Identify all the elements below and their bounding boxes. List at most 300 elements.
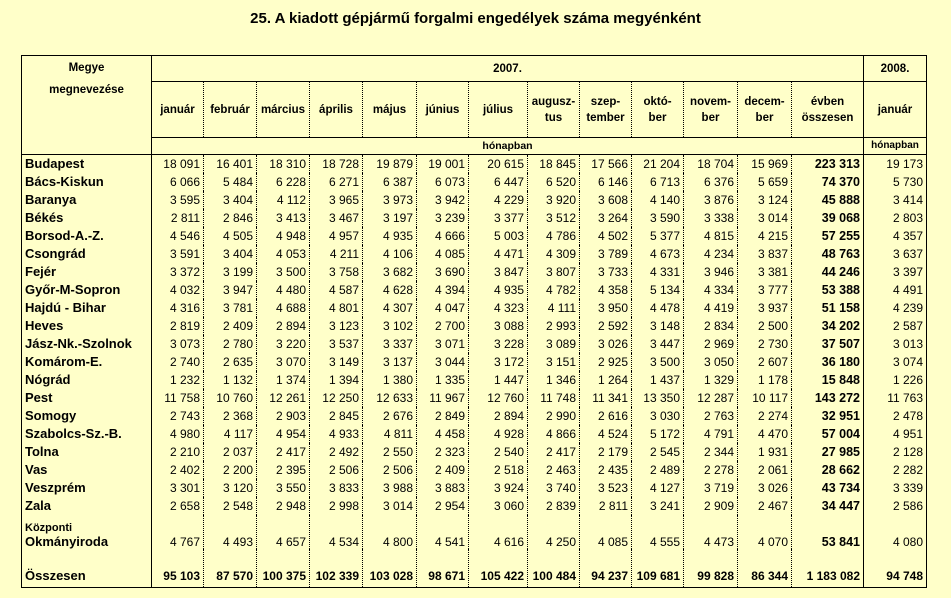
value-cell: 3 197	[363, 209, 417, 227]
value-cell: 4 471	[469, 245, 528, 263]
value-cell: 1 437	[632, 371, 684, 389]
value-cell: 4 935	[469, 281, 528, 299]
value-cell: 6 228	[257, 173, 310, 191]
county-name-line: Központi	[25, 521, 73, 534]
value-cell: 2 435	[580, 461, 632, 479]
value-cell: 2 500	[738, 317, 792, 335]
value-cell: 4 616	[469, 515, 528, 549]
value-cell: 100 375	[257, 549, 310, 588]
county-name: Csongrád	[22, 245, 152, 263]
value-cell: 3 338	[684, 209, 738, 227]
value-cell: 3 239	[417, 209, 469, 227]
value-cell: 3 337	[363, 335, 417, 353]
month-header-line: március	[260, 103, 306, 116]
value-cell: 2 409	[417, 461, 469, 479]
value-cell: 2 990	[528, 407, 580, 425]
value-cell: 3 381	[738, 263, 792, 281]
month-header-line: június	[425, 103, 460, 116]
value-cell: 4 358	[580, 281, 632, 299]
value-cell: 3 523	[580, 479, 632, 497]
month-header	[310, 82, 363, 138]
value-cell: 3 690	[417, 263, 469, 281]
value-cell: 3 050	[684, 353, 738, 371]
value-cell: 4 053	[257, 245, 310, 263]
value-cell: 5 484	[204, 173, 257, 191]
value-cell: 12 633	[363, 389, 417, 407]
value-cell: 100 484	[528, 549, 580, 588]
month-header	[417, 82, 469, 138]
value-cell: 3 789	[580, 245, 632, 263]
value-cell: 2 894	[257, 317, 310, 335]
year-total-cell: 27 985	[792, 443, 864, 461]
value-cell: 3 920	[528, 191, 580, 209]
value-cell: 4 782	[528, 281, 580, 299]
month-header-line: évben	[810, 95, 845, 108]
month-header-line: április	[319, 103, 353, 116]
value-cell: 18 310	[257, 155, 310, 173]
month-header	[469, 82, 528, 138]
year-2008-header: 2008.	[864, 56, 927, 82]
month-header-line: május	[372, 103, 407, 116]
value-cell: 4 555	[632, 515, 684, 549]
value-cell: 2 998	[310, 497, 363, 515]
value-cell: 2 540	[469, 443, 528, 461]
value-cell: 6 520	[528, 173, 580, 191]
year-total-cell: 223 313	[792, 155, 864, 173]
county-header-line1: Megye	[68, 62, 105, 74]
value-cell: 3 512	[528, 209, 580, 227]
value-cell: 4 933	[310, 425, 363, 443]
value-cell: 2 834	[684, 317, 738, 335]
jan-2008-cell: 2 282	[864, 461, 927, 479]
year-total-cell: 53 388	[792, 281, 864, 299]
value-cell: 4 957	[310, 227, 363, 245]
value-cell: 3 228	[469, 335, 528, 353]
county-name: Jász-Nk.-Szolnok	[22, 335, 152, 353]
year-total-cell: 28 662	[792, 461, 864, 479]
jan-2008-cell: 4 951	[864, 425, 927, 443]
value-cell: 3 500	[632, 353, 684, 371]
value-cell: 3 837	[738, 245, 792, 263]
value-cell: 4 419	[684, 299, 738, 317]
value-cell: 6 447	[469, 173, 528, 191]
county-name: Baranya	[22, 191, 152, 209]
jan-2008-cell: 2 478	[864, 407, 927, 425]
month-header	[528, 82, 580, 138]
value-cell: 3 500	[257, 263, 310, 281]
value-cell: 5 377	[632, 227, 684, 245]
value-cell: 2 635	[204, 353, 257, 371]
value-cell: 3 137	[363, 353, 417, 371]
value-cell: 3 071	[417, 335, 469, 353]
value-cell: 4 140	[632, 191, 684, 209]
value-cell: 4 215	[738, 227, 792, 245]
value-cell: 2 417	[528, 443, 580, 461]
jan-2008-cell: 2 586	[864, 497, 927, 515]
value-cell: 2 909	[684, 497, 738, 515]
table-row	[22, 335, 927, 353]
county-name	[22, 515, 152, 549]
table-row	[22, 425, 927, 443]
year-total-cell: 74 370	[792, 173, 864, 191]
value-cell: 3 942	[417, 191, 469, 209]
year-total-cell: 34 447	[792, 497, 864, 515]
value-cell: 4 334	[684, 281, 738, 299]
value-cell: 18 704	[684, 155, 738, 173]
value-cell: 2 811	[170, 210, 200, 225]
table-row	[22, 299, 927, 317]
value-cell: 2 846	[204, 209, 257, 227]
table-row	[22, 155, 927, 173]
county-header-line2: megnevezése	[49, 84, 124, 96]
table-title: 25. A kiadott gépjármű forgalmi engedélyek száma megyénként	[250, 10, 701, 27]
value-cell: 3 608	[580, 191, 632, 209]
table-row	[22, 371, 927, 389]
value-cell: 4 211	[310, 245, 363, 263]
value-cell: 18 845	[528, 155, 580, 173]
value-cell: 3 044	[417, 353, 469, 371]
month-2008-header: január	[864, 82, 927, 138]
value-cell: 18 728	[310, 155, 363, 173]
jan-2008-cell: 3 397	[864, 263, 927, 281]
value-cell: 2 274	[738, 407, 792, 425]
value-cell: 6 387	[363, 173, 417, 191]
value-cell: 1 447	[469, 371, 528, 389]
county-name: Borsod-A.-Z.	[22, 227, 152, 245]
county-name: Bács-Kiskun	[22, 173, 152, 191]
value-cell: 1 931	[738, 443, 792, 461]
value-cell: 3 965	[310, 191, 363, 209]
value-cell: 3 026	[580, 335, 632, 353]
value-cell: 3 151	[528, 353, 580, 371]
value-cell: 2 492	[310, 443, 363, 461]
value-cell: 20 615	[469, 155, 528, 173]
value-cell: 2 845	[310, 407, 363, 425]
year-total-cell: 44 246	[792, 263, 864, 281]
value-cell: 3 847	[469, 263, 528, 281]
value-cell: 4 800	[363, 515, 417, 549]
value-cell: 3 590	[632, 209, 684, 227]
value-cell: 4 587	[310, 281, 363, 299]
table-row	[22, 407, 927, 425]
value-cell: 3 148	[632, 317, 684, 335]
value-cell: 1 178	[738, 371, 792, 389]
value-cell: 4 307	[363, 299, 417, 317]
value-cell: 4 954	[257, 425, 310, 443]
county-name: Hajdú - Bihar	[22, 299, 152, 317]
value-cell: 12 261	[257, 389, 310, 407]
value-cell: 2 700	[417, 317, 469, 335]
county-name: Győr-M-Sopron	[22, 281, 152, 299]
year-total-cell: 45 888	[792, 191, 864, 209]
month-header	[204, 82, 257, 138]
value-cell: 4 666	[417, 227, 469, 245]
year-total-cell: 51 158	[792, 299, 864, 317]
value-cell: 2 467	[738, 497, 792, 515]
table-row	[22, 353, 927, 371]
value-cell: 4 866	[528, 425, 580, 443]
value-cell: 3 733	[580, 263, 632, 281]
county-name: Nógrád	[22, 371, 152, 389]
value-cell: 103 028	[363, 549, 417, 588]
county-name: Pest	[22, 389, 152, 407]
year-total-cell: 53 841	[792, 515, 864, 549]
value-cell: 2 607	[738, 353, 792, 371]
year-total-cell: 1 183 082	[792, 549, 864, 588]
value-cell: 3 937	[738, 299, 792, 317]
value-cell: 4 229	[469, 191, 528, 209]
value-cell: 3 550	[257, 479, 310, 497]
value-cell: 2 925	[580, 353, 632, 371]
value-cell: 3 591	[169, 246, 200, 261]
value-cell: 3 377	[469, 209, 528, 227]
value-cell: 3 172	[469, 353, 528, 371]
year-total-cell: 39 068	[792, 209, 864, 227]
value-cell: 3 123	[310, 317, 363, 335]
value-cell: 2 811	[580, 497, 632, 515]
value-cell: 105 422	[469, 549, 528, 588]
value-cell: 3 740	[528, 479, 580, 497]
value-cell: 11 967	[417, 389, 469, 407]
month-header	[257, 82, 310, 138]
table-row	[22, 227, 927, 245]
value-cell: 86 344	[738, 549, 792, 588]
value-cell: 3 060	[469, 497, 528, 515]
value-cell: 4 811	[363, 425, 417, 443]
value-cell: 2 616	[580, 407, 632, 425]
jan-2008-cell: 3 013	[864, 335, 927, 353]
jan-2008-cell: 3 339	[864, 479, 927, 497]
county-name: Komárom-E.	[22, 353, 152, 371]
value-cell: 6 146	[580, 173, 632, 191]
jan-2008-cell: 3 414	[864, 191, 927, 209]
value-cell: 2 061	[738, 461, 792, 479]
value-cell: 3 807	[528, 263, 580, 281]
value-cell: 6 713	[632, 173, 684, 191]
county-column-header	[22, 56, 152, 155]
value-cell: 4 791	[684, 425, 738, 443]
value-cell: 4 786	[528, 227, 580, 245]
month-header-line: január	[160, 103, 195, 116]
table-row	[22, 443, 927, 461]
value-cell: 1 335	[417, 371, 469, 389]
month-header-line: tember	[586, 111, 625, 124]
value-cell: 4 323	[469, 299, 528, 317]
value-cell: 21 204	[632, 155, 684, 173]
value-cell: 3 719	[684, 479, 738, 497]
value-cell: 2 506	[363, 461, 417, 479]
jan-2008-cell: 2 803	[864, 209, 927, 227]
table-row	[22, 497, 927, 515]
month-header-line: tus	[544, 111, 563, 124]
jan-2008-cell: 4 491	[864, 281, 927, 299]
table-row	[22, 281, 927, 299]
value-cell: 4 480	[257, 281, 310, 299]
value-cell: 5 659	[738, 173, 792, 191]
value-cell: 3 301	[169, 480, 200, 495]
county-name: Budapest	[22, 155, 152, 173]
year-total-cell: 143 272	[792, 389, 864, 407]
year-total-cell: 15 848	[792, 371, 864, 389]
value-cell: 102 339	[310, 549, 363, 588]
value-cell: 4 070	[738, 515, 792, 549]
jan-2008-cell: 94 748	[864, 549, 927, 588]
jan-2008-cell: 19 173	[864, 155, 927, 173]
value-cell: 4 234	[684, 245, 738, 263]
value-cell: 6 066	[169, 174, 200, 189]
year-total-cell: 37 507	[792, 335, 864, 353]
value-cell: 4 085	[580, 515, 632, 549]
value-cell: 2 489	[632, 461, 684, 479]
county-name: Vas	[22, 461, 152, 479]
value-cell: 2 743	[169, 408, 200, 423]
value-cell: 3 120	[204, 479, 257, 497]
value-cell: 98 671	[417, 549, 469, 588]
value-cell: 87 570	[204, 549, 257, 588]
value-cell: 12 250	[310, 389, 363, 407]
year-total-cell: 57 255	[792, 227, 864, 245]
value-cell: 3 264	[580, 209, 632, 227]
table-row	[22, 479, 927, 497]
county-name: Szabolcs-Sz.-B.	[22, 425, 152, 443]
data-table	[21, 55, 927, 588]
value-cell: 2 278	[684, 461, 738, 479]
value-cell: 2 903	[257, 407, 310, 425]
value-cell: 3 924	[469, 479, 528, 497]
value-cell: 6 271	[310, 173, 363, 191]
value-cell: 2 368	[204, 407, 257, 425]
jan-2008-cell: 11 763	[864, 389, 927, 407]
value-cell: 2 037	[204, 443, 257, 461]
value-cell: 2 894	[469, 407, 528, 425]
month-header-line: decem-	[744, 95, 785, 108]
value-cell: 4 047	[417, 299, 469, 317]
value-cell: 2 763	[684, 407, 738, 425]
value-cell: 3 447	[632, 335, 684, 353]
jan-2008-cell: 4 357	[864, 227, 927, 245]
value-cell: 4 085	[417, 245, 469, 263]
value-cell: 2 402	[169, 462, 200, 477]
value-cell: 3 467	[310, 209, 363, 227]
value-cell: 3 026	[738, 479, 792, 497]
table-row	[22, 191, 927, 209]
value-cell: 4 250	[528, 515, 580, 549]
value-cell: 4 688	[257, 299, 310, 317]
value-cell: 3 833	[310, 479, 363, 497]
value-cell: 3 088	[469, 317, 528, 335]
value-cell: 2 545	[632, 443, 684, 461]
value-cell: 4 331	[632, 263, 684, 281]
jan-2008-cell: 4 239	[864, 299, 927, 317]
value-cell: 12 287	[684, 389, 738, 407]
value-cell: 94 237	[580, 549, 632, 588]
value-cell: 3 014	[738, 209, 792, 227]
value-cell: 2 550	[363, 443, 417, 461]
summary-row	[22, 549, 927, 588]
value-cell: 1 132	[204, 371, 257, 389]
value-cell: 3 595	[169, 192, 200, 207]
month-header-line: összesen	[801, 111, 854, 124]
jan-2008-cell: 1 226	[864, 371, 927, 389]
value-cell: 4 111	[528, 299, 580, 317]
value-cell: 3 781	[204, 299, 257, 317]
value-cell: 4 948	[257, 227, 310, 245]
value-cell: 15 969	[738, 155, 792, 173]
value-cell: 4 505	[204, 227, 257, 245]
value-cell: 2 200	[204, 461, 257, 479]
value-cell: 3 946	[684, 263, 738, 281]
value-cell: 3 413	[257, 209, 310, 227]
value-cell: 2 210	[169, 444, 200, 459]
value-cell: 1 346	[528, 371, 580, 389]
value-cell: 3 950	[580, 299, 632, 317]
year-total-cell: 32 951	[792, 407, 864, 425]
value-cell: 2 993	[528, 317, 580, 335]
value-cell: 5 134	[632, 281, 684, 299]
table-row	[22, 317, 927, 335]
value-cell: 2 463	[528, 461, 580, 479]
value-cell: 3 073	[169, 336, 200, 351]
value-cell: 4 316	[169, 300, 200, 315]
value-cell: 95 103	[152, 549, 204, 588]
central-office-row	[22, 515, 927, 549]
year-total-cell: 48 763	[792, 245, 864, 263]
value-cell: 11 758	[164, 390, 200, 405]
month-header-line: ber	[755, 111, 774, 124]
jan-2008-cell: 5 730	[864, 173, 927, 191]
value-cell: 10 117	[738, 389, 792, 407]
value-cell: 4 478	[632, 299, 684, 317]
value-cell: 5 172	[632, 425, 684, 443]
year-total-cell: 57 004	[792, 425, 864, 443]
year-total-cell: 34 202	[792, 317, 864, 335]
value-cell: 4 673	[632, 245, 684, 263]
value-cell: 2 849	[417, 407, 469, 425]
jan-2008-cell: 2 587	[864, 317, 927, 335]
county-name: Somogy	[22, 407, 152, 425]
county-name: Tolna	[22, 443, 152, 461]
value-cell: 3 124	[738, 191, 792, 209]
year-total-cell: 36 180	[792, 353, 864, 371]
value-cell: 3 404	[204, 191, 257, 209]
month-header-line: augusz-	[531, 95, 576, 108]
value-cell: 2 518	[469, 461, 528, 479]
table-row	[22, 209, 927, 227]
county-name: Összesen	[22, 549, 152, 588]
value-cell: 4 928	[469, 425, 528, 443]
value-cell: 3 089	[528, 335, 580, 353]
value-cell: 3 988	[363, 479, 417, 497]
value-cell: 2 730	[738, 335, 792, 353]
value-cell: 3 070	[257, 353, 310, 371]
month-header	[632, 82, 684, 138]
table-row	[22, 173, 927, 191]
county-name: Fejér	[22, 263, 152, 281]
county-name: Zala	[22, 497, 152, 515]
jan-2008-cell: 2 128	[864, 443, 927, 461]
value-cell: 18 091	[163, 156, 200, 171]
value-cell: 2 395	[257, 461, 310, 479]
value-cell: 19 879	[363, 155, 417, 173]
value-cell: 99 828	[684, 549, 738, 588]
value-cell: 4 541	[417, 515, 469, 549]
jan-2008-cell: 3 074	[864, 353, 927, 371]
value-cell: 2 948	[257, 497, 310, 515]
table-row	[22, 389, 927, 407]
year-total-cell: 43 734	[792, 479, 864, 497]
county-name-line: Okmányiroda	[25, 533, 109, 549]
value-cell: 3 014	[363, 497, 417, 515]
